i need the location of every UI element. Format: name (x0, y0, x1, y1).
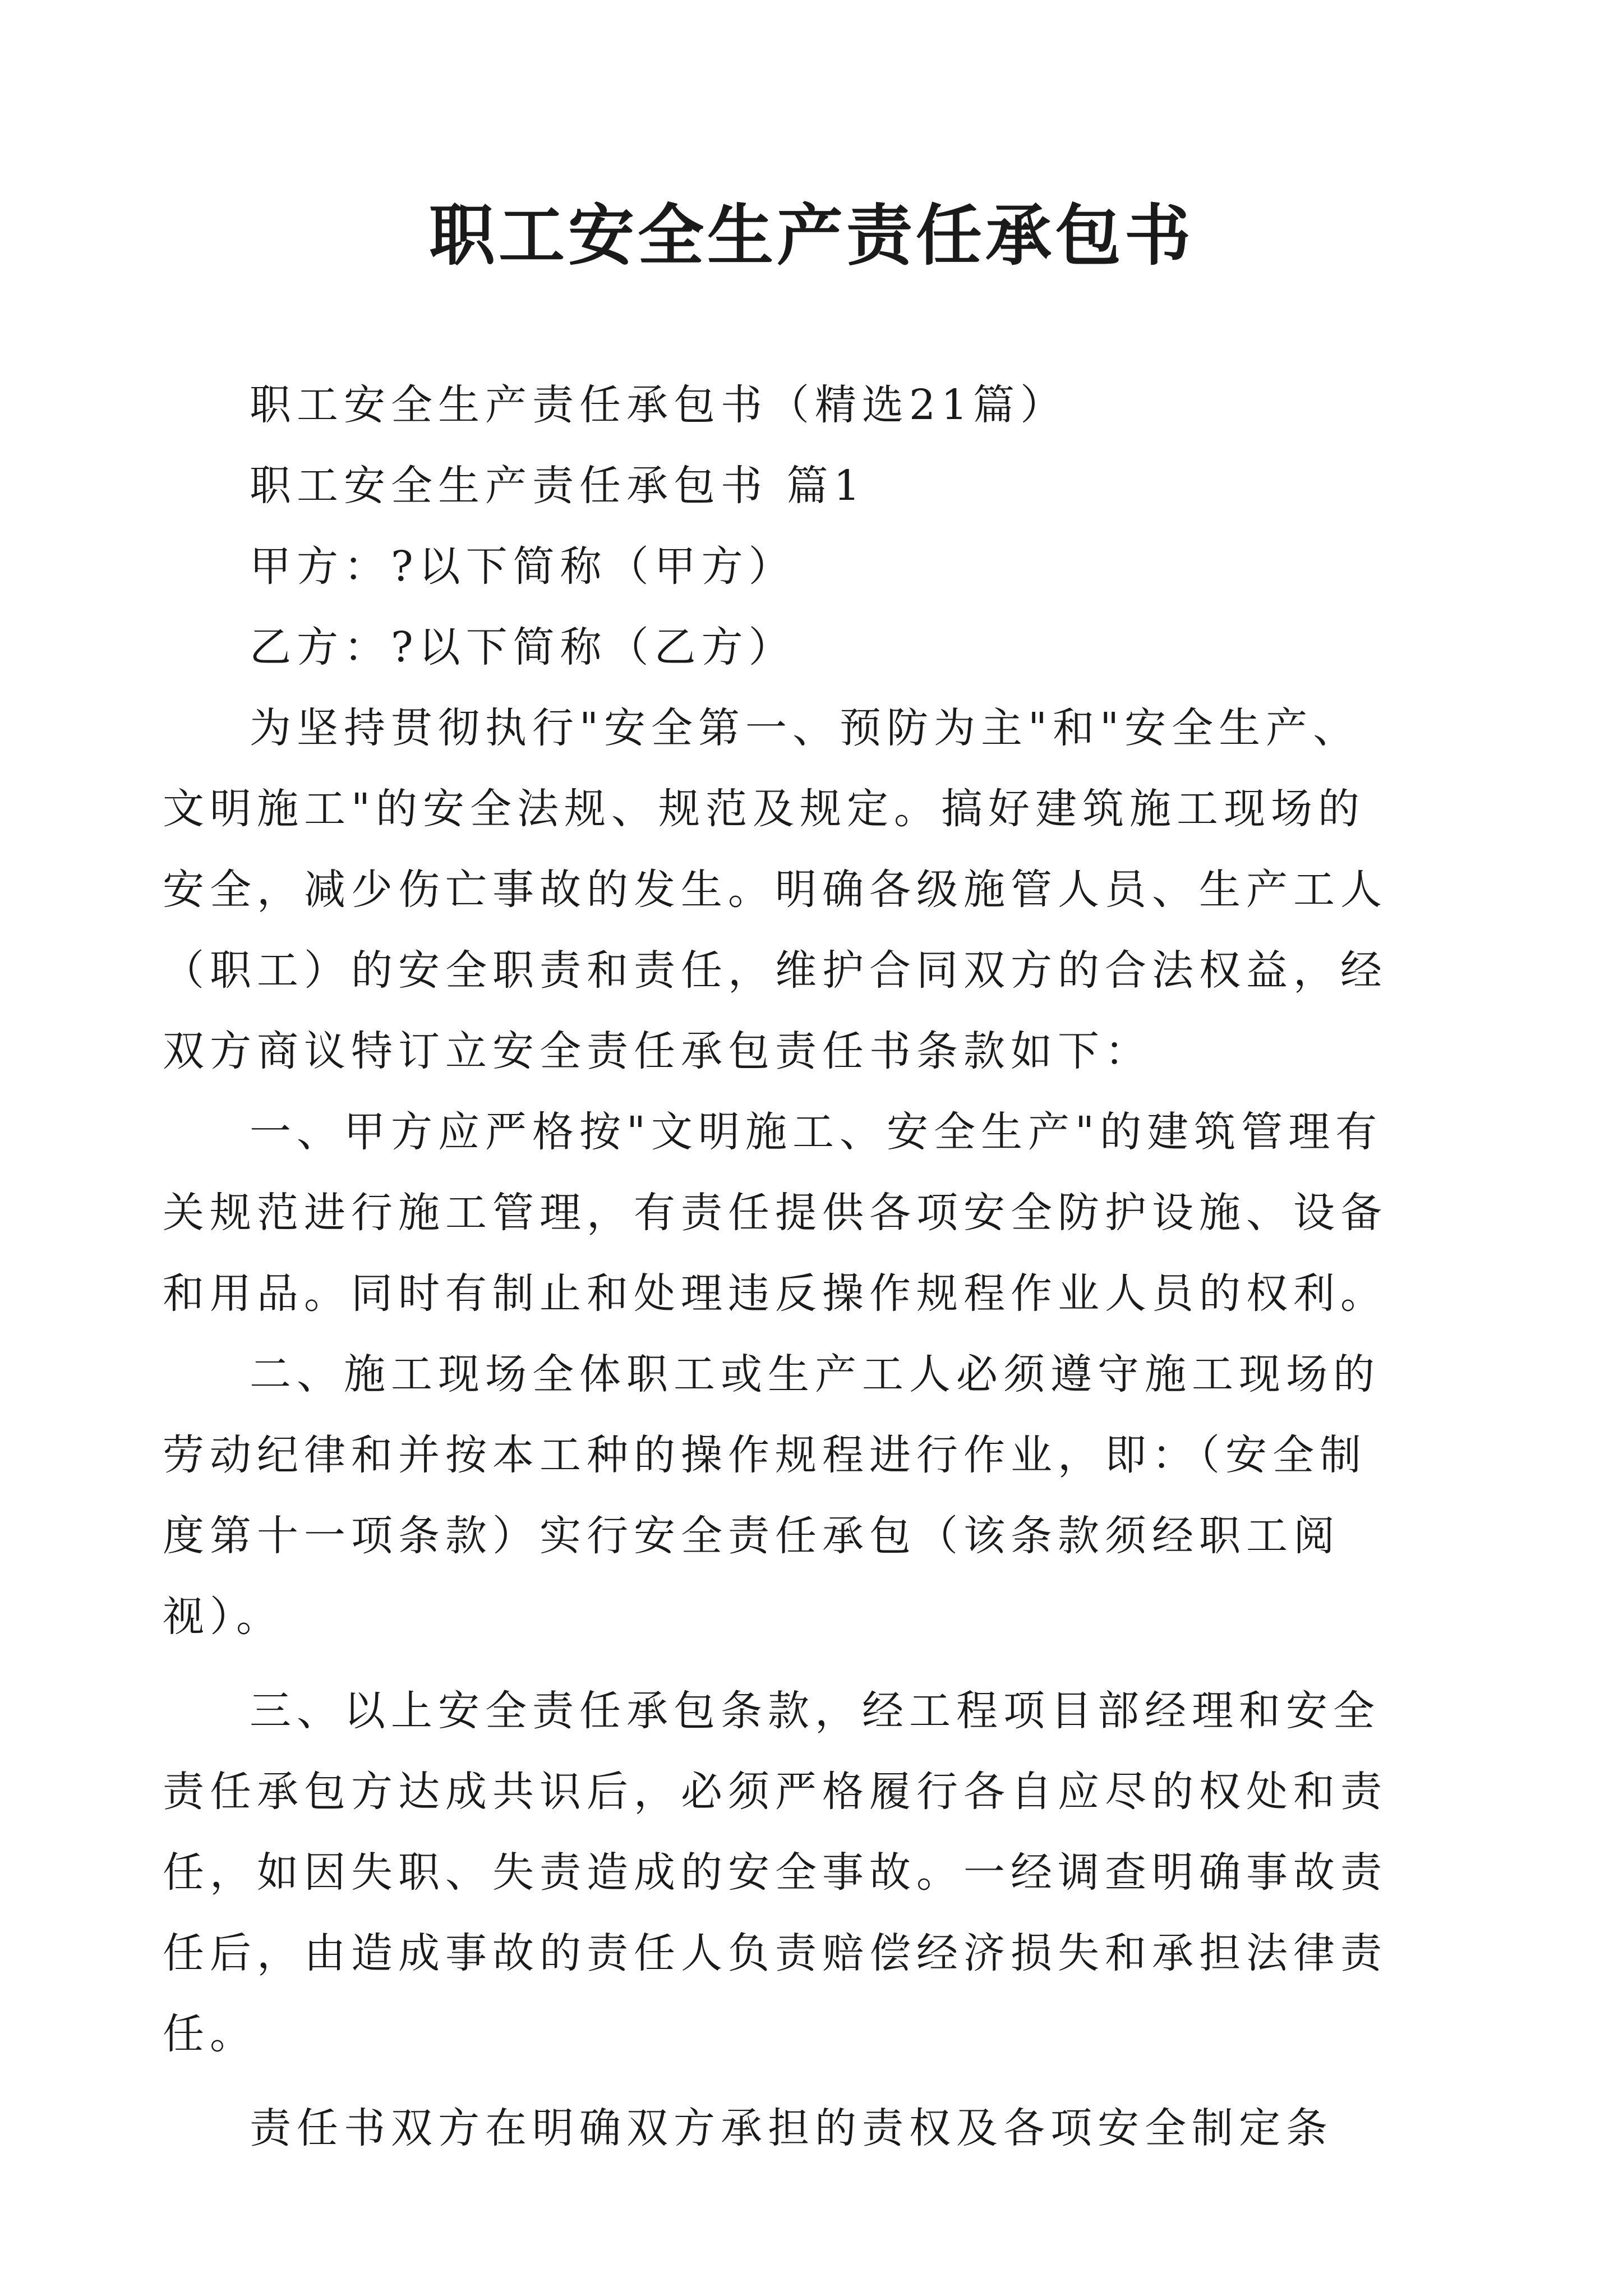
clause-line: 度第十一项条款）实行安全责任承包（该条款须经职工阅 (163, 1512, 1340, 1560)
clause-line: 二、施工现场全体职工或生产工人必须遵守施工现场的 (250, 1350, 1380, 1398)
party-a-line: 甲方：?以下简称（甲方） (250, 542, 796, 591)
clause-line: 任。 (163, 2010, 257, 2058)
document-title: 职工安全生产责任承包书 (428, 196, 1194, 274)
paragraph-line: 安全，减少伤亡事故的发生。明确各级施管人员、生产工人 (163, 866, 1387, 914)
document-body (163, 365, 1399, 2169)
clause-line: 任后，由造成事故的责任人负责赔偿经济损失和承担法律责 (163, 1929, 1387, 1977)
section-heading: 职工安全生产责任承包书 篇1 (250, 462, 866, 510)
clause-line: 责任承包方达成共识后，必须严格履行各自应尽的权处和责 (163, 1768, 1387, 1816)
subtitle-line: 职工安全生产责任承包书（精选21篇） (250, 381, 1068, 429)
clause-line: 关规范进行施工管理，有责任提供各项安全防护设施、设备 (163, 1189, 1387, 1237)
paragraph-line: 责任书双方在明确双方承担的责权及各项安全制定条 (250, 2104, 1333, 2152)
clause-line: 和用品。同时有制止和处理违反操作规程作业人员的权利。 (163, 1269, 1387, 1318)
clause-line: 一、甲方应严格按"文明施工、安全生产"的建筑管理有 (250, 1108, 1383, 1156)
clause-line: 三、以上安全责任承包条款，经工程项目部经理和安全 (250, 1687, 1380, 1735)
clause-line: 劳动纪律和并按本工种的操作规程进行作业，即：（安全制 (163, 1431, 1367, 1479)
clause-line: 视）。 (163, 1593, 283, 1641)
clause-line: 任，如因失职、失责造成的安全事故。一经调查明确事故责 (163, 1848, 1387, 1897)
paragraph-line: 双方商议特订立安全责任承包责任书条款如下： (163, 1027, 1152, 1075)
paragraph-line: 文明施工"的安全法规、规范及规定。搞好建筑施工现场的 (163, 785, 1366, 833)
paragraph-line: 为坚持贯彻执行"安全第一、预防为主"和"安全生产、 (250, 704, 1361, 752)
paragraph-line: （职工）的安全职责和责任，维护合同双方的合法权益，经 (163, 946, 1387, 995)
party-b-line: 乙方：?以下简称（乙方） (250, 623, 796, 671)
